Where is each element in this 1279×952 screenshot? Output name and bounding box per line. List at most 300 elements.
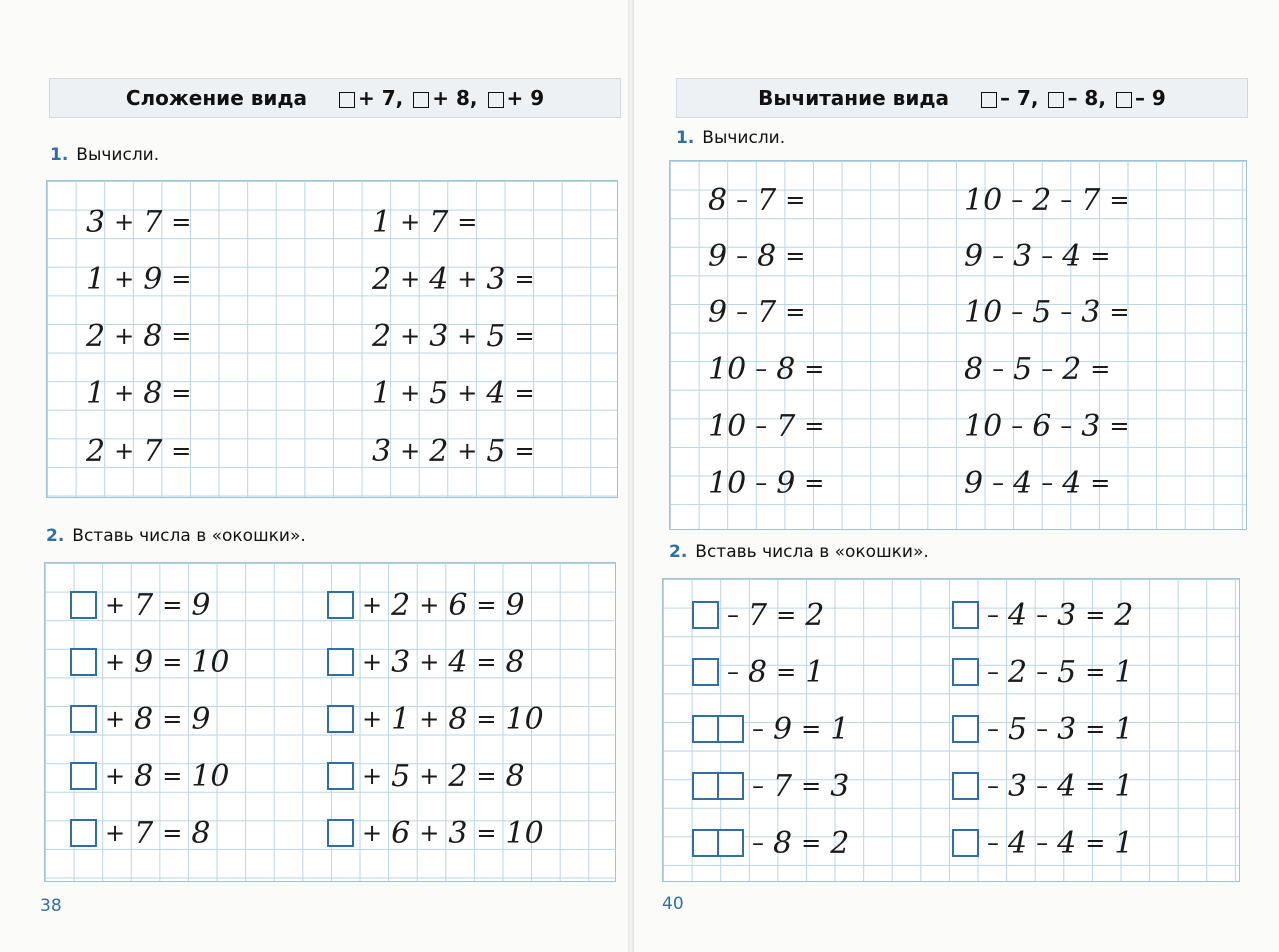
math-number: 9 [773, 711, 793, 747]
math-operator: = [476, 591, 497, 619]
math-operator: + [105, 648, 126, 676]
math-number: 4 [448, 644, 468, 680]
math-number: 8 [505, 758, 525, 794]
answer-boxes [692, 658, 719, 686]
math-operator: = [162, 762, 183, 790]
math-operator: + [457, 265, 478, 293]
math-expression [86, 316, 200, 356]
math-operator: + [114, 265, 135, 293]
answer-boxes [952, 658, 979, 686]
math-number: 10 [708, 465, 747, 501]
math-operator: = [1085, 658, 1106, 686]
math-operator: + [400, 437, 421, 465]
math-number: 2 [86, 318, 106, 354]
math-expression [964, 292, 1138, 332]
task-text: Вычисли. [702, 128, 786, 148]
math-operator: = [476, 819, 497, 847]
left-title [126, 86, 544, 110]
math-number: 9 [776, 465, 796, 501]
math-expression [86, 202, 200, 242]
math-number: 5 [1032, 294, 1052, 330]
math-number: 2 [429, 433, 449, 469]
math-operator: + [105, 705, 126, 733]
box-placeholder-icon [488, 92, 504, 108]
math-number: 3 [486, 261, 506, 297]
math-number: 1 [1114, 711, 1134, 747]
math-number: 10 [708, 408, 747, 444]
answer-box-input[interactable] [70, 591, 97, 619]
math-number: 7 [748, 597, 768, 633]
math-operator: = [1085, 601, 1106, 629]
answer-box-input[interactable] [692, 715, 719, 743]
math-expression [86, 373, 200, 413]
math-operator: = [1109, 186, 1130, 214]
task-text: Вставь числа в «окошки». [72, 526, 306, 546]
math-operator: = [1109, 412, 1130, 440]
answer-boxes [70, 591, 97, 619]
math-operator: – [1060, 412, 1073, 440]
math-operator: – [1036, 829, 1049, 857]
math-number: 7 [134, 587, 154, 623]
math-operator: = [514, 379, 535, 407]
math-operator: + [400, 265, 421, 293]
math-number: 9 [191, 701, 211, 737]
math-operator: – [992, 242, 1005, 270]
math-operator: + [457, 379, 478, 407]
answer-boxes [327, 762, 354, 790]
math-operator: – [1041, 355, 1054, 383]
math-operator: – [755, 412, 768, 440]
math-number: 5 [486, 433, 506, 469]
math-number: 8 [134, 701, 154, 737]
math-number: 2 [372, 318, 392, 354]
answer-boxes [952, 715, 979, 743]
math-operator: = [785, 186, 806, 214]
math-number: 8 [776, 351, 796, 387]
math-number: 7 [773, 768, 793, 804]
math-expression [708, 236, 814, 276]
math-number: 2 [1032, 182, 1052, 218]
fill-in-expression [692, 709, 858, 749]
left-task2-heading [46, 526, 306, 546]
math-number: 10 [964, 408, 1003, 444]
math-number: 10 [191, 758, 230, 794]
math-number: 4 [1057, 825, 1077, 861]
math-operator: + [457, 437, 478, 465]
math-number: 8 [748, 654, 768, 690]
math-operator: + [114, 379, 135, 407]
math-number: 8 [143, 375, 163, 411]
answer-box-input[interactable] [717, 772, 744, 800]
math-operator: + [362, 648, 383, 676]
left-title-item-3: + 9 [488, 86, 545, 110]
math-number: 8 [773, 825, 793, 861]
math-operator: – [1036, 772, 1049, 800]
math-number: 1 [86, 375, 106, 411]
math-operator: = [785, 242, 806, 270]
math-operator: – [752, 829, 764, 857]
math-expression [372, 431, 544, 471]
math-operator: = [801, 772, 822, 800]
math-operator: = [1085, 829, 1106, 857]
math-expression [86, 431, 200, 471]
answer-box-input[interactable] [327, 705, 354, 733]
math-number: 1 [372, 375, 392, 411]
answer-box-input[interactable] [952, 658, 979, 686]
math-number: 2 [372, 261, 392, 297]
math-expression [708, 349, 833, 389]
math-number: 4 [1008, 825, 1028, 861]
right-title-prefix: Вычитание вида [758, 86, 949, 110]
math-number: 1 [391, 701, 411, 737]
box-placeholder-icon [339, 92, 355, 108]
math-operator: = [1090, 355, 1111, 383]
math-operator: = [514, 322, 535, 350]
answer-box-input[interactable] [70, 762, 97, 790]
math-number: 5 [486, 318, 506, 354]
answer-boxes [952, 829, 979, 857]
math-operator: = [514, 437, 535, 465]
math-operator: – [727, 601, 739, 629]
right-title-item-3: – 9 [1116, 86, 1166, 110]
math-number: 5 [429, 375, 449, 411]
math-operator: + [362, 591, 383, 619]
fill-in-expression [70, 585, 219, 625]
answer-box-input[interactable] [70, 705, 97, 733]
math-number: 8 [964, 351, 984, 387]
answer-box-input[interactable] [327, 648, 354, 676]
math-number: 2 [1008, 654, 1028, 690]
fill-in-expression [952, 766, 1142, 806]
math-expression [964, 349, 1119, 389]
math-operator: = [171, 379, 192, 407]
math-number: 10 [964, 182, 1003, 218]
math-number: 2 [448, 758, 468, 794]
task-text: Вставь числа в «окошки». [695, 542, 929, 562]
math-number: 3 [86, 204, 106, 240]
fill-in-expression [327, 699, 553, 739]
answer-boxes [70, 648, 97, 676]
math-operator: = [776, 658, 797, 686]
math-operator: + [419, 648, 440, 676]
math-number: 7 [776, 408, 796, 444]
math-operator: = [457, 208, 478, 236]
math-operator: – [1036, 601, 1049, 629]
math-number: 7 [134, 815, 154, 851]
answer-boxes [327, 819, 354, 847]
math-operator: = [804, 469, 825, 497]
math-number: 9 [964, 465, 984, 501]
page-number: 40 [662, 894, 684, 914]
fill-in-expression [70, 642, 239, 682]
math-number: 7 [757, 294, 777, 330]
math-number: 9 [143, 261, 163, 297]
math-number: 8 [134, 758, 154, 794]
fill-in-expression [327, 813, 553, 853]
answer-box-input[interactable] [952, 772, 979, 800]
math-expression [86, 259, 200, 299]
math-operator: – [752, 772, 764, 800]
math-operator: – [755, 355, 768, 383]
left-task1-heading [50, 145, 159, 165]
math-operator: + [400, 208, 421, 236]
right-title-item-1: – 7, [981, 86, 1038, 110]
math-number: 7 [429, 204, 449, 240]
answer-box-input[interactable] [327, 762, 354, 790]
math-expression [708, 463, 833, 503]
math-operator: – [1011, 186, 1024, 214]
math-operator: + [419, 591, 440, 619]
fill-in-expression [692, 766, 858, 806]
math-operator: – [992, 355, 1005, 383]
math-number: 10 [708, 351, 747, 387]
math-number: 1 [1114, 825, 1134, 861]
math-number: 3 [1057, 711, 1077, 747]
math-operator: – [987, 658, 999, 686]
math-operator: = [162, 705, 183, 733]
math-operator: = [476, 705, 497, 733]
math-operator: = [171, 437, 192, 465]
fill-in-expression [327, 585, 534, 625]
fill-in-expression [952, 709, 1142, 749]
math-number: 2 [86, 433, 106, 469]
fill-in-expression [70, 813, 219, 853]
math-number: 6 [448, 587, 468, 623]
math-expression [964, 406, 1138, 446]
math-number: 2 [1062, 351, 1082, 387]
math-operator: – [1011, 412, 1024, 440]
fill-in-expression [70, 699, 219, 739]
math-operator: + [419, 762, 440, 790]
left-title-item-2: + 8, [413, 86, 477, 110]
math-operator: – [736, 298, 749, 326]
answer-box-input[interactable] [692, 829, 719, 857]
math-operator: = [776, 601, 797, 629]
math-operator: = [476, 762, 497, 790]
answer-box-input[interactable] [692, 601, 719, 629]
left-title-prefix: Сложение вида [125, 86, 308, 110]
math-operator: = [514, 265, 535, 293]
math-operator: + [114, 208, 135, 236]
fill-in-expression [952, 652, 1142, 692]
fill-in-expression [952, 595, 1142, 635]
math-expression [372, 202, 486, 242]
math-operator: = [1090, 469, 1111, 497]
answer-boxes [70, 705, 97, 733]
right-title-item-2: – 8, [1048, 86, 1105, 110]
math-expression [372, 316, 544, 356]
math-number: 9 [505, 587, 525, 623]
answer-boxes [70, 762, 97, 790]
math-number: 10 [505, 815, 544, 851]
math-number: 10 [191, 644, 230, 680]
math-operator: – [1060, 298, 1073, 326]
math-number: 9 [708, 238, 728, 274]
answer-box-input[interactable] [717, 715, 744, 743]
math-number: 5 [1013, 351, 1033, 387]
math-expression [372, 259, 544, 299]
math-operator: = [162, 591, 183, 619]
box-placeholder-icon [1116, 92, 1132, 108]
answer-boxes [70, 819, 97, 847]
math-number: 4 [1057, 768, 1077, 804]
task-number: 1. [50, 145, 69, 165]
math-operator: + [419, 819, 440, 847]
answer-box-input[interactable] [952, 829, 979, 857]
left-title-bar [49, 78, 621, 118]
fill-in-expression [327, 756, 534, 796]
math-number: 10 [964, 294, 1003, 330]
answer-box-input[interactable] [327, 819, 354, 847]
math-operator: – [987, 772, 999, 800]
math-operator: = [171, 322, 192, 350]
math-number: 5 [391, 758, 411, 794]
answer-boxes [327, 591, 354, 619]
math-operator: – [992, 469, 1005, 497]
math-number: 3 [1008, 768, 1028, 804]
math-operator: – [987, 715, 999, 743]
answer-boxes [952, 601, 979, 629]
math-number: 7 [143, 204, 163, 240]
answer-boxes [952, 772, 979, 800]
box-placeholder-icon [413, 92, 429, 108]
task-number: 2. [46, 526, 65, 546]
math-operator: – [1060, 186, 1073, 214]
math-number: 9 [964, 238, 984, 274]
math-number: 3 [448, 815, 468, 851]
math-number: 3 [1081, 408, 1101, 444]
math-operator: = [804, 355, 825, 383]
math-operator: – [736, 186, 749, 214]
math-number: 9 [191, 587, 211, 623]
math-expression [372, 373, 544, 413]
math-operator: = [476, 648, 497, 676]
right-title [758, 86, 1166, 110]
math-number: 6 [1032, 408, 1052, 444]
math-operator: = [801, 715, 822, 743]
answer-box-input[interactable] [717, 829, 744, 857]
math-number: 4 [1062, 465, 1082, 501]
math-number: 4 [429, 261, 449, 297]
math-operator: + [114, 322, 135, 350]
right-task2-heading [669, 542, 929, 562]
task-text: Вычисли. [76, 145, 160, 165]
math-number: 5 [1057, 654, 1077, 690]
math-number: 1 [1114, 654, 1134, 690]
math-operator: + [114, 437, 135, 465]
answer-box-input[interactable] [692, 658, 719, 686]
math-number: 2 [391, 587, 411, 623]
math-operator: = [171, 208, 192, 236]
math-operator: – [1036, 715, 1049, 743]
math-number: 7 [1081, 182, 1101, 218]
answer-box-input[interactable] [952, 601, 979, 629]
math-operator: = [162, 819, 183, 847]
math-operator: = [162, 648, 183, 676]
answer-boxes [327, 648, 354, 676]
math-number: 3 [429, 318, 449, 354]
math-operator: – [1041, 469, 1054, 497]
math-operator: = [171, 265, 192, 293]
math-expression [964, 463, 1119, 503]
math-expression [708, 406, 833, 446]
answer-boxes [692, 772, 744, 800]
answer-box-input[interactable] [70, 648, 97, 676]
math-operator: = [1085, 772, 1106, 800]
math-operator: + [400, 322, 421, 350]
math-operator: + [362, 819, 383, 847]
answer-boxes [692, 601, 719, 629]
math-operator: – [987, 829, 999, 857]
right-page [634, 0, 1279, 952]
math-number: 1 [805, 654, 825, 690]
math-number: 8 [143, 318, 163, 354]
math-operator: + [362, 762, 383, 790]
answer-box-input[interactable] [70, 819, 97, 847]
math-operator: – [987, 601, 999, 629]
math-operator: – [1036, 658, 1049, 686]
math-operator: – [755, 469, 768, 497]
task-number: 2. [669, 542, 688, 562]
math-operator: – [727, 658, 739, 686]
math-number: 3 [830, 768, 850, 804]
math-operator: + [457, 322, 478, 350]
math-number: 2 [1114, 597, 1134, 633]
math-number: 3 [1081, 294, 1101, 330]
fill-in-expression [952, 823, 1142, 863]
math-operator: + [105, 819, 126, 847]
fill-in-expression [692, 652, 833, 692]
fill-in-expression [692, 823, 858, 863]
math-operator: = [1109, 298, 1130, 326]
math-expression [964, 236, 1119, 276]
math-number: 8 [757, 238, 777, 274]
math-operator: + [362, 705, 383, 733]
math-operator: = [1085, 715, 1106, 743]
answer-box-input[interactable] [952, 715, 979, 743]
math-number: 7 [757, 182, 777, 218]
math-number: 4 [1013, 465, 1033, 501]
answer-box-input[interactable] [692, 772, 719, 800]
math-operator: + [400, 379, 421, 407]
task-number: 1. [676, 128, 695, 148]
math-number: 8 [505, 644, 525, 680]
math-number: 3 [372, 433, 392, 469]
right-task1-heading [676, 128, 785, 148]
math-number: 6 [391, 815, 411, 851]
math-number: 4 [1062, 238, 1082, 274]
math-number: 1 [830, 711, 850, 747]
math-operator: = [1090, 242, 1111, 270]
math-operator: – [736, 242, 749, 270]
math-number: 8 [448, 701, 468, 737]
page-number: 38 [40, 896, 62, 916]
math-operator: = [785, 298, 806, 326]
math-number: 8 [708, 182, 728, 218]
answer-box-input[interactable] [327, 591, 354, 619]
fill-in-expression [692, 595, 833, 635]
math-expression [964, 180, 1138, 220]
answer-boxes [692, 829, 744, 857]
right-title-bar [676, 78, 1248, 118]
math-number: 4 [486, 375, 506, 411]
math-expression [708, 180, 814, 220]
math-operator: = [801, 829, 822, 857]
fill-in-expression [70, 756, 239, 796]
math-number: 1 [86, 261, 106, 297]
math-number: 4 [1008, 597, 1028, 633]
math-number: 7 [143, 433, 163, 469]
